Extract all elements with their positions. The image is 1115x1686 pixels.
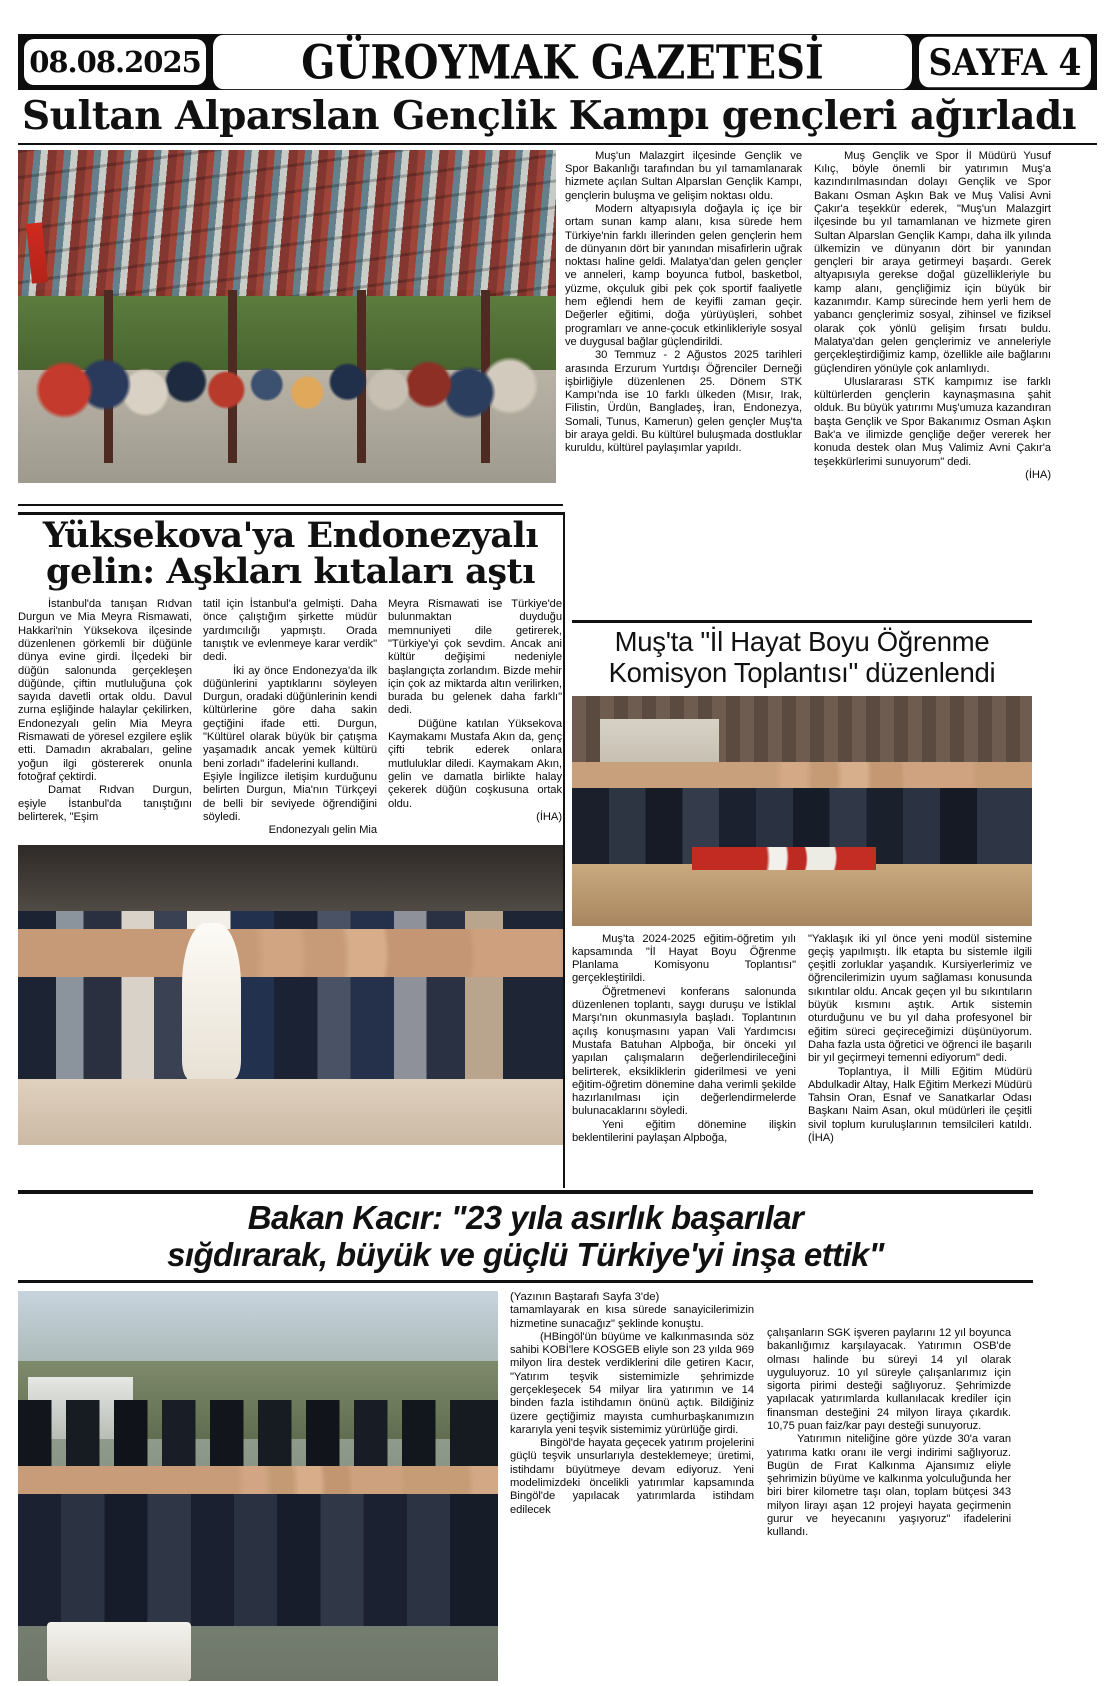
minister-headline-line1: Bakan Kacır: "23 yıla asırlık başarılar xyxy=(247,1199,804,1236)
camp-headline-rule xyxy=(18,143,1097,145)
camp-headline: Sultan Alparslan Gençlik Kampı gençleri ağırladı xyxy=(22,93,1077,139)
bride-col2-p1: tatil için İstanbul'a gelmişti. Daha önce çalıştığım şirkette müdür yardımcılığı yapmıştı. Orada tanıştık ve evlenmeye karar verdik" dedi. xyxy=(203,598,377,664)
camp-article xyxy=(18,150,1097,483)
bride-column-3 xyxy=(388,598,562,837)
bride-article xyxy=(18,512,563,1145)
section-separator-horizontal xyxy=(18,504,563,506)
camp-column-2 xyxy=(814,150,1051,483)
minister-col2-p1: çalışanların SGK işveren paylarını 12 yıl boyunca bakanlığımız karşılayacak. Yatırımın OSB'de olması halinde bu süreyi 14 yıl olarak uyguluyoruz. 10 yıl süreyle çalışanlarımız için sigorta pirimi desteği sağlıyoruz. Şehrimizde yapılacak yatırımlarda kullanılacak krediler için finansman desteğini 24 milyon liraya çıkardık. 10,75 puan faiz/kar payı desteği sunuyoruz. xyxy=(767,1326,1011,1432)
bride-col1-p1: İstanbul'da tanışan Rıdvan Durgun ve Mia Meyra Rismawati, Hakkari'nin Yüksekova ilçesinde düzenlenen görkemli bir düğünle dünya evine girdi. İlçedeki bir düğün salonunda gerçekleşen düğünde, çiftin mutluluğuna çok sayıda davetli ortak oldu. Davul zurna eşliğinde halaylar çekilirken, Endonezyalı gelin Mia Meyra Rismawati de yöresel ezgilere eşlik etti. Damadın akrabaları, geline yoğun ilgi göstererek onunla fotoğraf çektirdi. xyxy=(18,598,192,783)
camp-col1-p2: Modern altyapısıyla doğayla iç içe bir ortam sunan kamp alanı, kısa sürede hem Türkiye'nin farklı illerinden gelen gençlerin hem de dünyanın dört bir yanından misafirlerin uğrak noktası haline geldi. Malatya'dan gelen gençler ve anneleri, kamp boyunca futbol, basketbol, yüzme, okçuluk gibi pek çok sportif faaliyetle hem eğlendi hem de keyifli zaman geçir. Değerler eğitimi, doğa yürüyüşleri, sohbet programları ve anne-çocuk etkinlikleriyle sosyal ve duygusal bağlar güçlendirildi. xyxy=(565,202,802,348)
bride-col2-p2: İki ay önce Endonezya'da ilk düğünlerini yaptıklarını söyleyen Durgun, oradaki düğünlerinin kendi kültürlerine göre daha sakin geçtiğini ifade etti. Durgun, "Kültürel olarak büyük bir çatışma yaşamadık ancak yemek kültürü beni zorladı" ifadelerini kullandı. xyxy=(203,664,377,770)
learning-headline-line1: Muş'ta "İl Hayat Boyu Öğrenme xyxy=(614,626,990,657)
learning-col2-p1: "Yaklaşık iki yıl önce yeni modül sistemine geçiş yapılmıştı. İlk etapta bu sistemle ilgili çeşitli zorluklar yaşandık. Kursiyerlerimiz ve öğrencilerimizin uyum sağlaması konusunda sıkıntılar oldu. Ancak geçen yıl bu sıkıntıların büyük kısmını aştık. Artık sistemin oturduğunu ve bu yıl daha profesyonel bir eğitim süreci geçireceğimizi düşünüyorum. Daha fazla usta öğretici ve öğrenci ile başarılı bir yıl geçirmeyi temenni ediyorum" dedi. xyxy=(808,932,1032,1065)
learning-col1-p1: Muş'ta 2024-2025 eğitim-öğretim yılı kapsamında "İl Hayat Boyu Öğrenme Planlama Komisyonu Toplantısı" gerçekleştirildi. xyxy=(572,932,796,985)
minister-column-2 xyxy=(767,1291,1011,1681)
camp-col2-p1: Muş Gençlik ve Spor İl Müdürü Yusuf Kılıç, böyle önemli bir yatırımın Muş'a kazındırılmasından dolayı Gençlik ve Spor Bakanı Osman Aşkın Bak ve Muş Valisi Avni Çakır'a teşekkür ederek, "Muş'un Malazgirt ilçesinde bu yıl tamamlanan ve hizmete giren Sultan Alparslan Gençlik Kampı, daha ilk yılında ülkemizin ve dünyanın dört bir yanından gençleri bir araya getirmeyi başardı. Gerek altyapısıyla gerekse doğal güzellikleriyle bu kamp alanı, gençliğimiz için büyük bir kazanımdır. Kamp sürecinde hem yerli hem de yabancı gençlerimiz sosyal, zihinsel ve fiziksel olarak çok yönlü gelişim fırsatı buldu. Malatya'dan gelen gençlerimiz ve anneleriyle gerçekleştirdiğimiz kamp, özellikle aile bağlarını güçlendiren yönüyle çok anlamlıydı. xyxy=(814,149,1051,375)
minister-kicker: (Yazının Baştarafı Sayfa 3'de) xyxy=(510,1290,660,1303)
masthead-title: GÜROYMAK GAZETESİ xyxy=(213,35,912,89)
learning-article xyxy=(572,620,1032,1145)
bride-col2-p4: Endonezyalı gelin Mia xyxy=(268,824,377,837)
bride-col2-p3: Eşiyle İngilizce iletişim kurduğunu belirten Durgun, Mia'nın Türkçeyi de belli bir seviyede öğrendiğini söyledi. xyxy=(203,770,377,823)
bride-column-1 xyxy=(18,598,192,837)
camp-col1-p1: Muş'un Malazgirt ilçesinde Gençlik ve Spor Bakanlığı tarafından bu yıl tamamlanarak hizmete açılan Sultan Alparslan Gençlik Kampı, gençlerin buluşma ve gelişim noktası oldu. xyxy=(565,149,802,202)
bride-column-2 xyxy=(203,598,377,837)
minister-column-1 xyxy=(510,1291,754,1681)
minister-bottom-rule xyxy=(18,1280,1033,1283)
minister-col1-p3: Bingöl'de hayata geçecek yatırım projelerini güçlü teşvik unsurlarıyla desteklemeye; üretimi, istihdamı büyütmeye devam ediyoruz. Yeni modelimizdeki öncelikli yatırımlar kapsamında Bingöl'de yapılacak yatırımlarda istihdam edilecek xyxy=(510,1437,754,1516)
bride-col3-p2: Düğüne katılan Yüksekova Kaymakamı Mustafa Akın da, genç çifti tebrik ederek onlara mutluluklar diledi. Kaymakam Akın, gelin ve damatla birlikte halay çekerek düğün coşkusuna ortak oldu. xyxy=(388,717,562,810)
newspaper-page xyxy=(0,34,1115,1686)
bride-headline-line2: gelin: Aşkları kıtaları aştı xyxy=(45,551,536,593)
camp-column-1 xyxy=(565,150,802,483)
minister-col1-p2: (HBingöl'ün büyüme ve kalkınmasında söz sahibi KOBİ'lere KOSGEB eliyle son 23 yılda 969 milyon lira destek verdiklerini dile getiren Kacır, "Yatırım teşvik sistemimizle şehrimizde gerçekleşecek 54 milyar lira yatırımın ve 14 binden fazla istihdamın önünü açtık. Bildiğiniz üzere geçtiğimiz mayısta cumhurbaşkanımızın kararıyla yeni teşvik sistemimiz yürürlüğe girdi. xyxy=(510,1330,754,1436)
camp-photo xyxy=(18,150,556,483)
column-separator-vertical xyxy=(563,512,565,1188)
learning-col1-p3: Yeni eğitim dönemine ilişkin beklentilerini paylaşan Alpboğa, xyxy=(572,1118,796,1145)
minister-col2-p2: Yatırımın niteliğine göre yüzde 30'a varan yatırıma katkı oranı ile vergi indirimi sağlıyoruz. Bugün de Fırat Kalkınma Ajansımız eliyle şehrimizin büyüme ve kalkınma yolculuğunda her biri birer kilometre taşı olan, toplam bütçesi 343 milyon lirayı aşan 12 projeyi hayata geçirmenin gurur ve heyecanını yaşıyoruz" ifadelerini kullandı. xyxy=(767,1433,1011,1539)
camp-source: (İHA) xyxy=(1025,468,1051,481)
bride-source: (İHA) xyxy=(536,810,562,823)
bride-photo xyxy=(18,845,563,1145)
camp-col1-p3: 30 Temmuz - 2 Ağustos 2025 tarihleri arasında Erzurum Yurtdışı Öğrenciler Derneği işbirliğiyle düzenlenen 25. Dönem STK Kampı'nda ise 10 farklı ülkeden (Mısır, Irak, Filistin, Ürdün, Bangladeş, İran, Endonezya, Somali, Tunus, Kamerun) gelen gençler Muş'ta bir araya geldi. Bu kültürel buluşmada dostluklar kuruldu, kültürel paylaşımlar yapıldı. xyxy=(565,349,802,455)
learning-photo xyxy=(572,696,1032,926)
learning-column-2 xyxy=(808,933,1032,1146)
learning-col1-p2: Öğretmenevi konferans salonunda düzenlenen toplantı, saygı duruşu ve İstiklal Marşı'nın okunmasıyla başladı. Toplantının açılış konuşmasını yapan Vali Yardımcısı Mustafa Batuhan Alpboğa, bir önceki yıl yapılan çalışmaların değerlendirileceğini belirterek, eksikliklerin giderilmesi ve yeni eğitim-öğretim dönemine daha verimli şekilde hazırlanılması için değerlendirmelerde bulunacaklarını söyledi. xyxy=(572,985,796,1118)
learning-headline-line2: Komisyon Toplantısı" düzenlendi xyxy=(608,656,996,688)
camp-col2-p2: Uluslararası STK kampımız ise farklı kültürlerden gençlerin kaynaşmasına şahit olduk. Bu büyük yatırımı Muş'umuza kazandıran başta Gençlik ve Spor Bakanımız Osman Aşkın Bak'a ve ilimizde gençliğe değer vererek her konuda destek olan Muş Valimiz Avni Çakır'a teşekkürlerimi sunuyorum" dedi. xyxy=(814,375,1051,468)
minister-article xyxy=(18,1190,1033,1681)
minister-col1-p1: tamamlayarak en kısa sürede sanayicilerimizin hizmetine sunacağız" şeklinde konuştu. xyxy=(510,1304,754,1330)
minister-top-rule xyxy=(18,1190,1033,1194)
learning-column-1 xyxy=(572,933,796,1146)
bride-headline-line1: Yüksekova'ya Endonezyalı xyxy=(42,515,539,556)
bride-col1-p2: Damat Rıdvan Durgun, eşiyle İstanbul'da tanıştığını belirterek, "Eşim xyxy=(18,784,192,823)
learning-top-rule xyxy=(572,620,1032,623)
masthead-page-label: SAYFA 4 xyxy=(919,37,1091,88)
minister-headline-line2: sığdırarak, büyük ve güçlü Türkiye'yi inşa ettik" xyxy=(167,1235,884,1273)
bride-col3-p1: Meyra Rismawati ise Türkiye'de bulunmaktan duyduğu memnuniyeti dile getirerek, "Türkiye'yi çok sevdim. Ancak ani kültür değişimi nedeniyle başlangıçta zorlandım. Bizde mehir için çok az miktarda altın verilirken, burada bu gelenek daha farklı" dedi. xyxy=(388,598,562,717)
masthead-date: 08.08.2025 xyxy=(24,39,206,85)
minister-photo xyxy=(18,1291,498,1681)
learning-col2-p2: Toplantıya, İl Milli Eğitim Müdürü Abdulkadir Altay, Halk Eğitim Merkezi Müdürü Tahsin Oran, Esnaf ve Sanatkarlar Odası Başkanı Naim Asan, okul müdürleri ile çeşitli sivil toplum kuruluşlarının temsilcileri katıldı. (İHA) xyxy=(808,1065,1032,1145)
masthead xyxy=(18,34,1097,90)
